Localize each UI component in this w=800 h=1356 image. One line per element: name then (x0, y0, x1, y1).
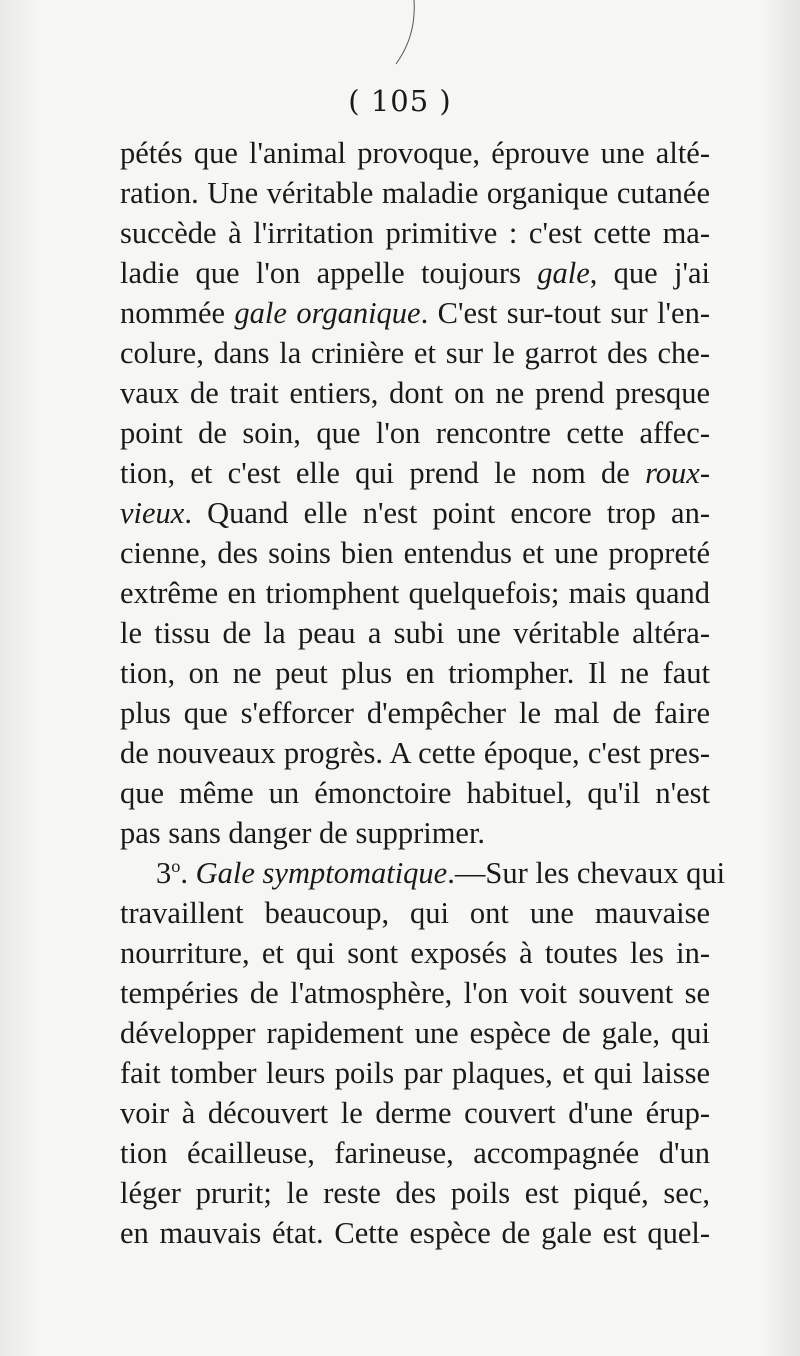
superscript: o (171, 855, 181, 876)
paper-crease-mark (392, 0, 422, 70)
text-segment: pétés que l'animal provoque, éprouve une alté- (120, 136, 710, 170)
text-line (120, 1133, 710, 1173)
text-segment: fait tomber leurs poils par plaques, et qui laisse (120, 1056, 710, 1090)
text-segment: . Quand elle n'est point encore trop an- (184, 496, 710, 530)
text-line (120, 813, 710, 853)
text-segment: tempéries de l'atmosphère, l'on voit souvent se (120, 976, 710, 1010)
text-line (120, 293, 710, 333)
text-segment: travaillent beaucoup, qui ont une mauvaise (120, 896, 710, 930)
body-text (120, 133, 726, 1253)
text-line (120, 173, 710, 213)
text-segment: . C'est sur-tout sur l'en- (420, 296, 710, 330)
italic-term: Gale symptomatique (195, 856, 448, 890)
text-segment: tion écailleuse, farineuse, accompagnée d'un (120, 1136, 710, 1170)
text-segment: voir à découvert le derme couvert d'une érup- (120, 1096, 710, 1130)
text-segment: point de soin, que l'on rencontre cette affec- (120, 416, 710, 450)
text-line (120, 933, 710, 973)
text-line (120, 1053, 710, 1093)
text-segment: , que j'ai (589, 256, 710, 290)
text-segment: .—Sur les chevaux qui (447, 856, 726, 890)
text-line (120, 773, 710, 813)
text-segment: de nouveaux progrès. A cette époque, c'est pres- (120, 736, 710, 770)
text-segment: pas sans danger de supprimer. (120, 816, 486, 850)
italic-term: gale organique (234, 296, 421, 330)
italic-term: vieux (120, 496, 185, 530)
page-number: ( 105 ) (348, 84, 452, 118)
italic-term: roux- (645, 456, 710, 490)
text-line (120, 973, 710, 1013)
text-line (120, 853, 726, 893)
text-segment: plus que s'efforcer d'empêcher le mal de faire (120, 696, 710, 730)
text-line (120, 213, 710, 253)
text-line (120, 253, 710, 293)
text-line (120, 1173, 710, 1213)
text-segment: 3 (156, 856, 172, 890)
text-line (120, 373, 710, 413)
text-segment: colure, dans la crinière et sur le garrot des che- (120, 336, 710, 370)
text-segment: léger prurit; le reste des poils est piqué, sec, (120, 1176, 710, 1210)
text-line (120, 1213, 710, 1253)
italic-term: gale (537, 256, 590, 290)
text-segment: vaux de trait entiers, dont on ne prend presque (120, 376, 710, 410)
text-line (120, 893, 710, 933)
text-line (120, 493, 710, 533)
text-segment: en mauvais état. Cette espèce de gale est quel- (120, 1216, 710, 1250)
text-segment: le tissu de la peau a subi une véritable altéra- (120, 616, 710, 650)
text-segment: que même un émonctoire habituel, qu'il n'est (120, 776, 710, 810)
text-segment: nourriture, et qui sont exposés à toutes les in- (120, 936, 710, 970)
text-line (120, 613, 710, 653)
text-line (120, 1093, 710, 1133)
text-line (120, 693, 710, 733)
text-line (120, 653, 710, 693)
text-segment: développer rapidement une espèce de gale, qui (120, 1016, 710, 1050)
text-line (120, 333, 710, 373)
text-segment: succède à l'irritation primitive : c'est cette ma- (120, 216, 710, 250)
text-segment: tion, on ne peut plus en triompher. Il ne faut (120, 656, 710, 690)
text-segment: extrême en triomphent quelquefois; mais quand (120, 576, 710, 610)
text-line (120, 453, 710, 493)
text-line (120, 533, 710, 573)
text-line (120, 133, 710, 173)
text-segment: tion, et c'est elle qui prend le nom de (120, 456, 646, 490)
text-line (120, 413, 710, 453)
text-line (120, 733, 710, 773)
text-segment: . (180, 856, 196, 890)
text-line (120, 1013, 710, 1053)
text-segment: ration. Une véritable maladie organique cutanée (120, 176, 710, 210)
text-line (120, 573, 710, 613)
text-segment: ladie que l'on appelle toujours (120, 256, 538, 290)
text-segment: nommée (120, 296, 235, 330)
text-segment: cienne, des soins bien entendus et une propreté (120, 536, 710, 570)
